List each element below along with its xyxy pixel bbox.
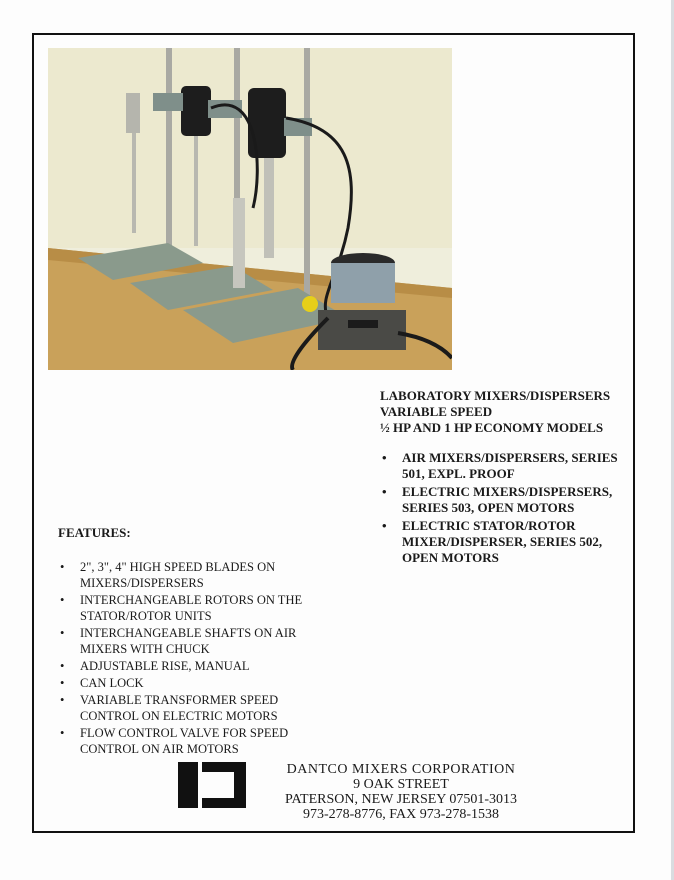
mixers-illustration — [48, 48, 452, 370]
list-item: • FLOW CONTROL VALVE FOR SPEED CONTROL ON AIR MOTORS — [58, 725, 308, 757]
list-item: • ELECTRIC STATOR/ROTOR MIXER/DISPERSER, SERIES 502, OPEN MOTORS — [380, 518, 630, 566]
features-list — [58, 559, 308, 757]
company-phone: 973-278-8776, FAX 973-278-1538 — [302, 807, 500, 822]
list-item: • ELECTRIC MIXERS/DISPERSERS, SERIES 503, OPEN MOTORS — [380, 484, 630, 516]
company-street: 9 OAK STREET — [353, 777, 449, 792]
company-city: PATERSON, NEW JERSEY 07501-3013 — [284, 792, 518, 807]
features-heading: FEATURES: — [58, 525, 131, 540]
list-item: • VARIABLE TRANSFORMER SPEED CONTROL ON ELECTRIC MOTORS — [58, 692, 308, 724]
list-item: • INTERCHANGEABLE ROTORS ON THE STATOR/ROTOR UNITS — [58, 592, 308, 624]
product-models: ½ HP AND 1 HP ECONOMY MODELS — [380, 420, 604, 435]
company-address — [256, 762, 546, 822]
product-summary — [380, 388, 630, 568]
d-logo-icon — [178, 760, 246, 810]
list-item: • INTERCHANGEABLE SHAFTS ON AIR MIXERS WITH CHUCK — [58, 625, 308, 657]
product-title: LABORATORY MIXERS/DISPERSERS — [380, 388, 611, 403]
company-logo — [178, 760, 246, 810]
list-item: • CAN LOCK — [58, 675, 308, 691]
product-subtitle: VARIABLE SPEED — [380, 404, 493, 419]
features-section — [58, 525, 308, 758]
series-list — [380, 450, 630, 566]
list-item: • ADJUSTABLE RISE, MANUAL — [58, 658, 308, 674]
list-item: • 2", 3", 4" HIGH SPEED BLADES ON MIXERS/DISPERSERS — [58, 559, 308, 591]
product-photo — [48, 48, 452, 370]
company-name: DANTCO MIXERS CORPORATION — [286, 762, 516, 777]
list-item: • AIR MIXERS/DISPERSERS, SERIES 501, EXPL. PROOF — [380, 450, 630, 482]
